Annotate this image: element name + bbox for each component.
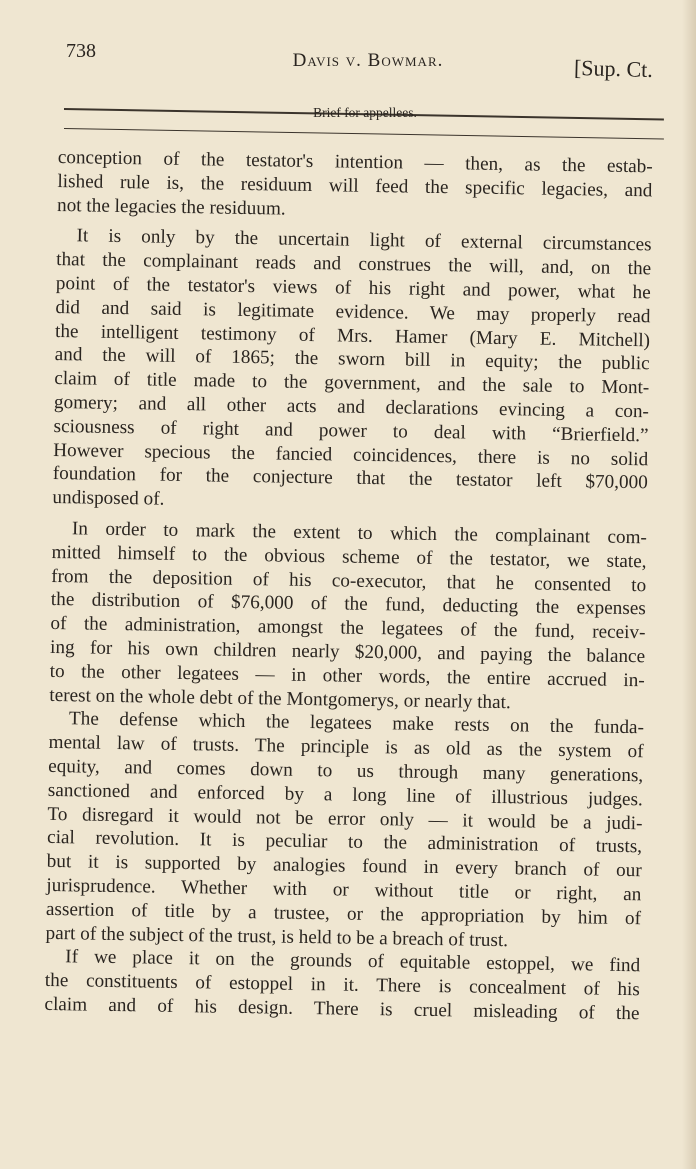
text-line: equity, and comes down to us through many generations, bbox=[48, 755, 644, 787]
text-line: claim and of his design. There is cruel misleading of the bbox=[44, 993, 640, 1025]
text-line: ing for his own children nearly $20,000, and paying the balance bbox=[49, 636, 646, 668]
subhead: Brief for appellees. bbox=[313, 105, 417, 120]
text-line: sanctioned and enforced by a long line of illustrious judges. bbox=[47, 779, 643, 810]
text-line: To disregard it would not be error only — it would be a judi- bbox=[47, 803, 643, 834]
text-line: sciousness of right and power to deal with “Brierfield.” bbox=[53, 415, 649, 447]
text-line: The defense which the legatees make rests on the funda- bbox=[68, 708, 645, 739]
text-line: undisposed of. bbox=[52, 487, 165, 510]
body-text bbox=[44, 146, 653, 1026]
page-number: 738 bbox=[66, 40, 96, 62]
text-line: It is only by the uncertain light of external circumstances bbox=[76, 225, 652, 256]
text-line: However specious the fancied coincidences, there is no solid bbox=[53, 439, 649, 470]
text-line: of the administration, amongst the legatees of the fund, receiv- bbox=[50, 613, 646, 644]
text-line: the distribution of $76,000 of the fund, deducting the expenses bbox=[50, 589, 646, 620]
text-line: and the will of 1865; the sworn bill in equity; the public bbox=[54, 344, 650, 375]
text-line: foundation for the conjecture that the testator left $70,000 bbox=[52, 463, 648, 494]
text-line: cial revolution. It is peculiar to the administration of trusts, bbox=[46, 827, 643, 858]
text-line: but it is supported by analogies found in every branch of our bbox=[46, 851, 642, 882]
page-edge-shadow bbox=[682, 0, 696, 1169]
court-label: [Sup. Ct. bbox=[573, 54, 654, 83]
text-line: part of the subject of the trust, is held to be a breach of trust. bbox=[45, 922, 509, 951]
text-line: point of the testator's views of his right and power, what he bbox=[55, 272, 651, 304]
paragraph bbox=[52, 224, 651, 519]
subhead-rule bbox=[64, 128, 664, 139]
text-line: assertion of title by a trustee, or the appropriation by him of bbox=[45, 898, 642, 929]
text-line: did and said is legitimate evidence. We may properly read bbox=[55, 296, 651, 328]
paragraph bbox=[49, 517, 647, 717]
text-line: In order to mark the extent to which the complainant com- bbox=[71, 518, 648, 549]
text-line: not the legacies the residuum. bbox=[56, 194, 286, 220]
text-line: lished rule is, the residuum will feed the specific legacies, and bbox=[57, 170, 653, 202]
text-line: from the deposition of his co-executor, that he consented to bbox=[51, 565, 647, 596]
text-line: mental law of trusts. The principle is as old as the system of bbox=[48, 732, 644, 763]
paragraph bbox=[57, 146, 653, 227]
running-head: Davis v. Bowmar. bbox=[292, 50, 444, 71]
text-line: to the other legatees — in other words, the entire accrued in- bbox=[49, 660, 645, 692]
paragraph bbox=[45, 707, 644, 954]
text-line: claim of title made to the government, and the sale to Mont- bbox=[54, 368, 650, 399]
text-line: jurisprudence. Whether with or without title or right, an bbox=[46, 874, 642, 906]
text-line: conception of the testator's intention — then, as the estab- bbox=[57, 146, 653, 178]
text-line: the intelligent testimony of Mrs. Hamer (Mary E. Mitchell) bbox=[54, 320, 651, 351]
text-line: If we place it on the grounds of equitable estoppel, we find bbox=[65, 946, 641, 977]
text-line: terest on the whole debt of the Montgomerys, or nearly that. bbox=[49, 684, 511, 713]
text-line: that the complainant reads and construes the will, and, on the bbox=[56, 249, 652, 280]
text-line: the constituents of estoppel in it. There is concealment of his bbox=[44, 969, 640, 1001]
text-line: mitted himself to the obvious scheme of the testator, we state, bbox=[51, 541, 647, 573]
paragraph bbox=[44, 945, 640, 1026]
text-line: gomery; and all other acts and declarations evincing a con- bbox=[53, 391, 650, 423]
